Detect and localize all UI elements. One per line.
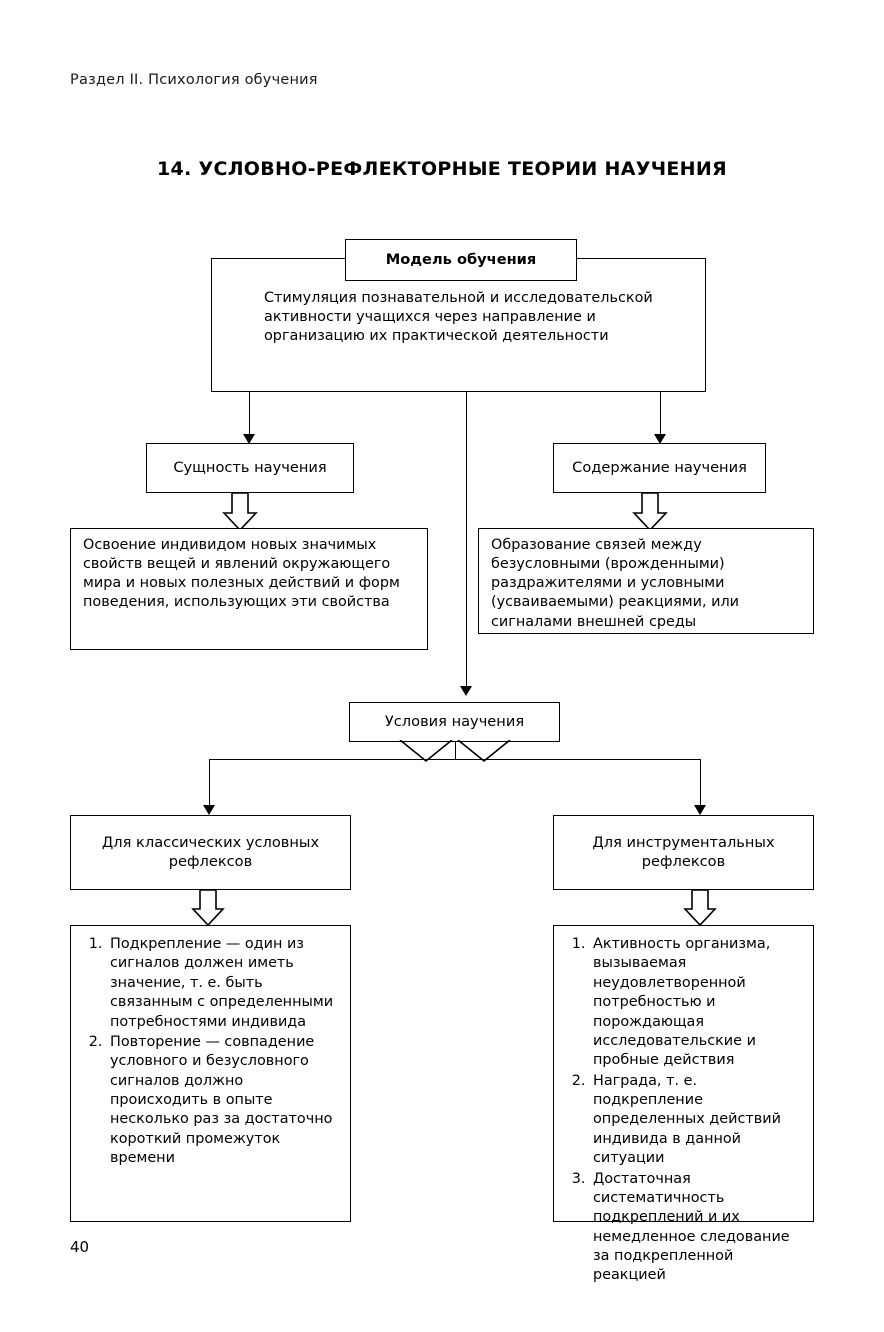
content-header-text: Содержание научения: [572, 458, 747, 476]
instrumental-items-box: [553, 925, 814, 1284]
content-body-box: [478, 528, 814, 634]
classic-header-box: [70, 815, 351, 890]
hollow-arrow-content: [632, 493, 668, 531]
page-title: 14. УСЛОВНО-РЕФЛЕКТОРНЫЕ ТЕОРИИ НАУЧЕНИЯ: [157, 158, 727, 180]
arrowhead-conditions: [460, 686, 472, 696]
instrumental-items-list: [564, 935, 803, 1286]
connector-model-to-content: [660, 392, 661, 436]
list-item: 1. Подкрепление — один из сигналов должен иметь значение, т. е. быть связанным с определенными потребностями индивида: [107, 935, 340, 1032]
model-header-wrap: [346, 240, 576, 280]
conditions-branch-right: [700, 759, 701, 811]
classic-header-text: Для классических условных рефлексов: [101, 833, 320, 870]
page-number: 40: [70, 1238, 90, 1256]
list-item: 1. Активность организма, вызываемая неудовлетворенной потребностью и порождающая исследовательские и пробные действия: [590, 935, 803, 1071]
essence-header-wrap: [147, 444, 353, 492]
connector-model-to-conditions: [466, 392, 467, 688]
running-head: Раздел II. Психология обучения: [70, 72, 318, 88]
content-body-text: Образование связей между безусловными (врожденными) раздражителями и условными (усваиваемыми) реакциями, или сигналами внешней среды: [491, 537, 740, 630]
content-header-wrap: [554, 444, 765, 492]
conditions-header-wrap: [350, 703, 559, 741]
classic-header-wrap: [71, 816, 350, 889]
conditions-header-text: Условия научения: [384, 712, 525, 730]
list-item: 3. Достаточная систематичность подкреплений и их немедленное следование за подкрепленной реакцией: [590, 1170, 803, 1286]
classic-items-wrap: [71, 926, 350, 1178]
list-item: 2. Награда, т. е. подкрепление определенных действий индивида в данной ситуации: [590, 1072, 803, 1169]
arrowhead-classic: [203, 805, 215, 815]
instrumental-items-wrap: [554, 926, 813, 1295]
hollow-arrow-classic: [191, 890, 225, 926]
model-header-box: [345, 239, 577, 281]
model-header-text: Модель обучения: [385, 250, 537, 268]
instrumental-header-box: [553, 815, 814, 890]
instrumental-header-wrap: [554, 816, 813, 889]
classic-items-list: [81, 935, 340, 1169]
essence-header-box: [146, 443, 354, 493]
conditions-header-box: [349, 702, 560, 742]
connector-model-to-essence: [249, 392, 250, 436]
conditions-branch-left: [209, 759, 210, 811]
content-header-box: [553, 443, 766, 493]
conditions-v-marks: [396, 740, 516, 764]
instrumental-header-text: Для инструментальных рефлексов: [592, 833, 775, 870]
hollow-arrow-instrumental: [683, 890, 717, 926]
classic-items-box: [70, 925, 351, 1222]
essence-body-text: Освоение индивидом новых значимых свойств вещей и явлений окружающего мира и новых полезных действий и форм поведения, использующих эти свойства: [83, 537, 400, 611]
list-item: 2. Повторение — совпадение условного и безусловного сигналов должно происходить в опыте несколько раз за достаточно короткий промежуток времени: [107, 1033, 340, 1169]
model-body-text: Стимуляция познавательной и исследовательской активности учащихся через направление и организацию их практической деятельности: [264, 290, 653, 345]
essence-body-box: [70, 528, 428, 650]
hollow-arrow-essence: [222, 493, 258, 531]
arrowhead-instrumental: [694, 805, 706, 815]
essence-header-text: Сущность научения: [173, 458, 327, 476]
